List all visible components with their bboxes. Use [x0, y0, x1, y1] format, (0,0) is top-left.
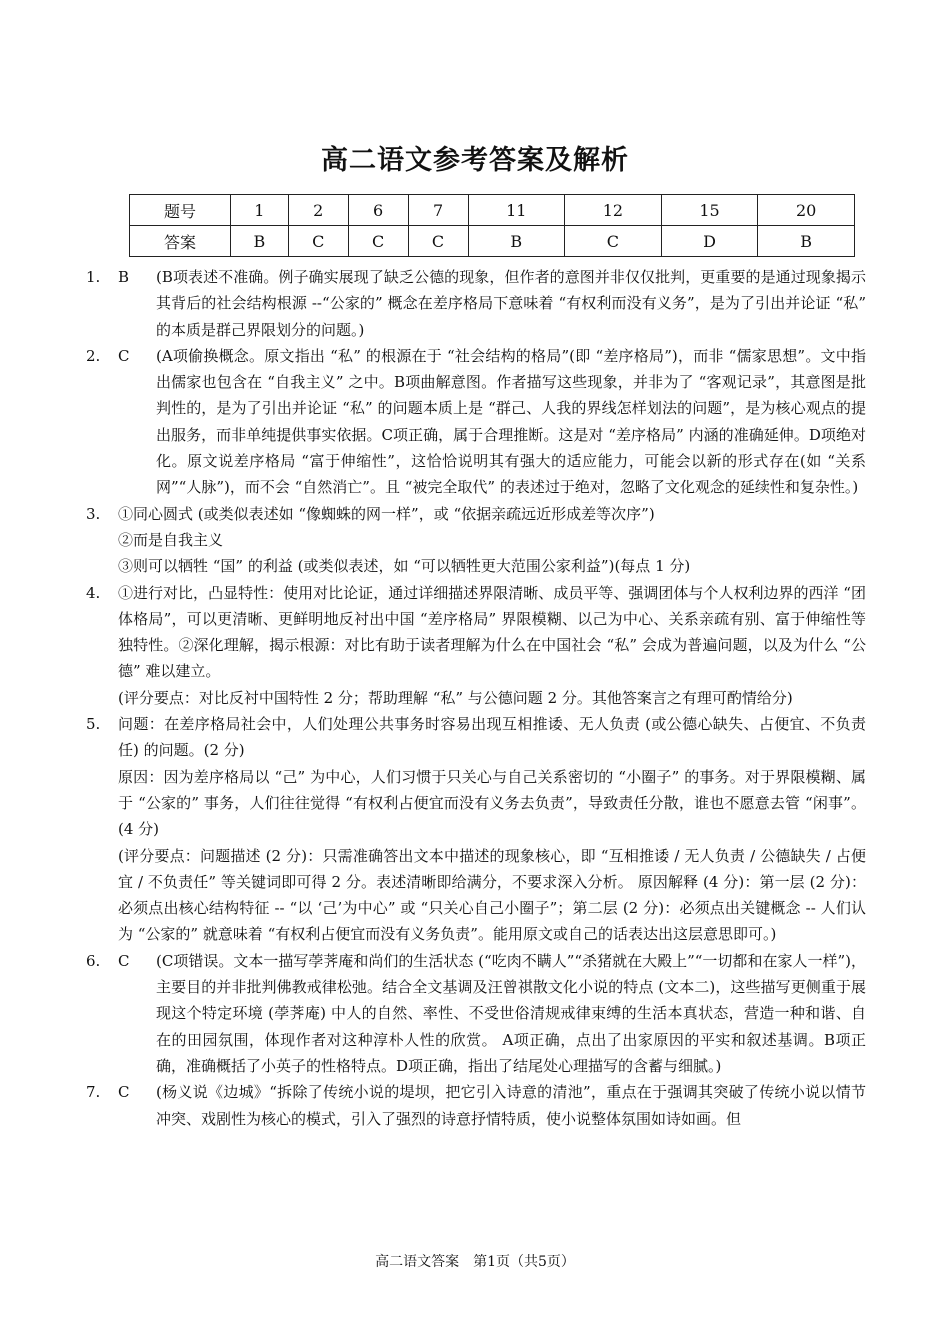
question-number-cell: 12	[565, 195, 662, 226]
item-text: (杨义说《边城》“拆除了传统小说的堤坝，把它引入诗意的清池”，重点在于强调其突破了传统小说以情节冲突、戏剧性为核心的模式，引入了强烈的诗意抒情特质，使小说整体氛围如诗如画。但	[156, 1083, 866, 1128]
question-number-cell: 15	[661, 195, 758, 226]
item-number: 3.	[86, 504, 101, 523]
reason-text: 原因：因为差序格局以 “己” 为中心，人们习惯于只关心与自己关系密切的 “小圈子” 的事务。对于界限模糊、属于 “公家的” 事务，人们往往觉得 “有权利占便宜而没有义务去负责”，导致责任分散，谁也不愿意去管 “闲事”。(4 分)	[118, 767, 866, 839]
answer-table	[129, 194, 855, 257]
answer-point-1: ①同心圆式 (或类似表述如 “像蜘蛛的网一样”，或 “依据亲疏远近形成差等次序”)	[118, 504, 655, 523]
question-number-cell: 7	[408, 195, 468, 226]
item-body	[118, 711, 866, 948]
item-answer-letter: B	[118, 268, 130, 286]
question-number-cell: 1	[231, 195, 289, 226]
page-footer: 高二语文答案 第1页（共5页）	[375, 1254, 575, 1270]
row-header-question-number: 题号	[130, 195, 231, 226]
answer-point-3: ③则可以牺牲 “国” 的利益 (或类似表述，如 “可以牺牲更大范围公家利益”)(每点 1 分)	[118, 557, 691, 576]
item-number: 6.	[86, 951, 101, 970]
scoring-note: (评分要点：问题描述 (2 分)：只需准确答出文本中描述的现象核心，即 “互相推诿 / 无人负责 / 公德缺失 / 占便宜 / 不负责任” 等关键词即可得 2 分。表述清晰即给满分，不要求深入分析。 原因解释 (4 分)：第一层 (2 分)：必须点出核心结构特征 -- “以 ‘己’为中心” 或 “只关心自己小圈子”；第二层 (2 分)：必须点出关键概念 -- 人们认为 “公家的” 就意味着 “有权利占便宜而没有义务负责”。能用原文或自己的话表达出这层意思即可。)	[118, 846, 866, 944]
item-answer-letter: C	[118, 1083, 130, 1102]
item-text: (B项表述不准确。例子确实展现了缺乏公德的现象，但作者的意图并非仅仅批判，更重要的是通过现象揭示其背后的社会结构根源 --“公家的” 概念在差序格局下意味着 “有权利而没有义务”，是为了引出并论证 “私” 的本质是群己界限划分的问题。)	[156, 268, 866, 339]
answer-cell: C	[565, 226, 662, 257]
answer-point-2: ②而是自我主义	[118, 530, 224, 549]
answer-cell: C	[408, 226, 468, 257]
item-text: (A项偷换概念。原文指出 “私” 的根源在于 “社会结构的格局”(即 “差序格局”)，而非 “儒家思想”。文中指出儒家也包含在 “自我主义” 之中。B项曲解意图。作者描写这些现象，并非为了 “客观记录”，其意图是批判性的，是为了引出并论证 “私” 的问题本质上是 “群己、人我的界线怎样划法的问题”，是为核心观点的提出服务，而非单纯提供事实依据。C项正确，属于合理推断。这是对 “差序格局” 内涵的准确延伸。D项绝对化。原文说差序格局 “富于伸缩性”，这恰恰说明其有强大的适应能力，可能会以新的形式存在(如 “关系网”“人脉”)，而不会 “自然消亡”。且 “被完全取代” 的表述过于绝对，忽略了文化观念的延续性和复杂性。)	[156, 346, 866, 497]
item-number: 1.	[86, 268, 101, 286]
question-number-cell: 6	[348, 195, 408, 226]
item-text: ①进行对比，凸显特性：使用对比论证，通过详细描述界限清晰、成员平等、强调团体与个人权利边界的西洋 “团体格局”，可以更清晰、更鲜明地反衬出中国 “差序格局” 界限模糊、以己为中心、关系亲疏有别、富于伸缩性等独特性。②深化理解，揭示根源：对比有助于读者理解为什么在中国社会 “私” 会成为普遍问题，以及为什么 “公德” 难以建立。	[118, 583, 866, 681]
item-text: (C项错误。文本一描写荸荠庵和尚们的生活状态 (“吃肉不瞒人”“杀猪就在大殿上”“一切都和在家人一样”)，主要目的并非批判佛教戒律松弛。结合全文基调及汪曾祺散文化小说的特点 (文本二)，这些描写更侧重于展现这个特定环境 (荸荠庵) 中人的自然、率性、不受世俗清规戒律束缚的生活本真状态，营造一种和谐、自在的田园氛围，体现作者对这种淳朴人性的欣赏。 A项正确，点出了出家原因的平实和叙述基调。B项正确，准确概括了小英子的性格特点。D项正确，指出了结尾处心理描写的含蓄与细腻。)	[156, 951, 866, 1075]
item-body	[118, 580, 866, 711]
answer-cell: D	[661, 226, 758, 257]
answer-cell: B	[231, 226, 289, 257]
question-number-cell: 20	[758, 195, 855, 226]
scoring-note: (评分要点：对比反衬中国特性 2 分；帮助理解 “私” 与公德问题 2 分。其他答案言之有理可酌情给分)	[118, 688, 793, 707]
item-number: 4.	[86, 583, 101, 602]
explanation-item-2	[86, 343, 866, 501]
explanation-item-6	[86, 948, 866, 1079]
question-number-cell: 2	[288, 195, 348, 226]
answer-cell: B	[758, 226, 855, 257]
item-answer-letter: C	[118, 346, 130, 365]
question-number-cell: 11	[468, 195, 565, 226]
explanation-item-4	[86, 580, 866, 711]
answer-cell: C	[348, 226, 408, 257]
answer-cell: B	[468, 226, 565, 257]
item-answer-letter: C	[118, 951, 130, 970]
explanation-item-1	[86, 264, 866, 343]
explanation-item-5	[86, 711, 866, 948]
page-title: 高二语文参考答案及解析	[321, 145, 629, 176]
item-body	[118, 501, 866, 580]
item-number: 2.	[86, 346, 101, 365]
row-header-answer: 答案	[130, 226, 231, 257]
explanation-item-7	[86, 1079, 866, 1132]
answer-row	[130, 226, 855, 257]
explanation-item-3	[86, 501, 866, 580]
problem-text: 问题：在差序格局社会中，人们处理公共事务时容易出现互相推诿、无人负责 (或公德心缺失、占便宜、不负责任) 的问题。(2 分)	[118, 715, 866, 760]
item-number: 7.	[86, 1083, 101, 1102]
answer-cell: C	[288, 226, 348, 257]
question-number-row	[130, 195, 855, 226]
item-number: 5.	[86, 715, 101, 734]
explanations	[86, 264, 866, 1132]
